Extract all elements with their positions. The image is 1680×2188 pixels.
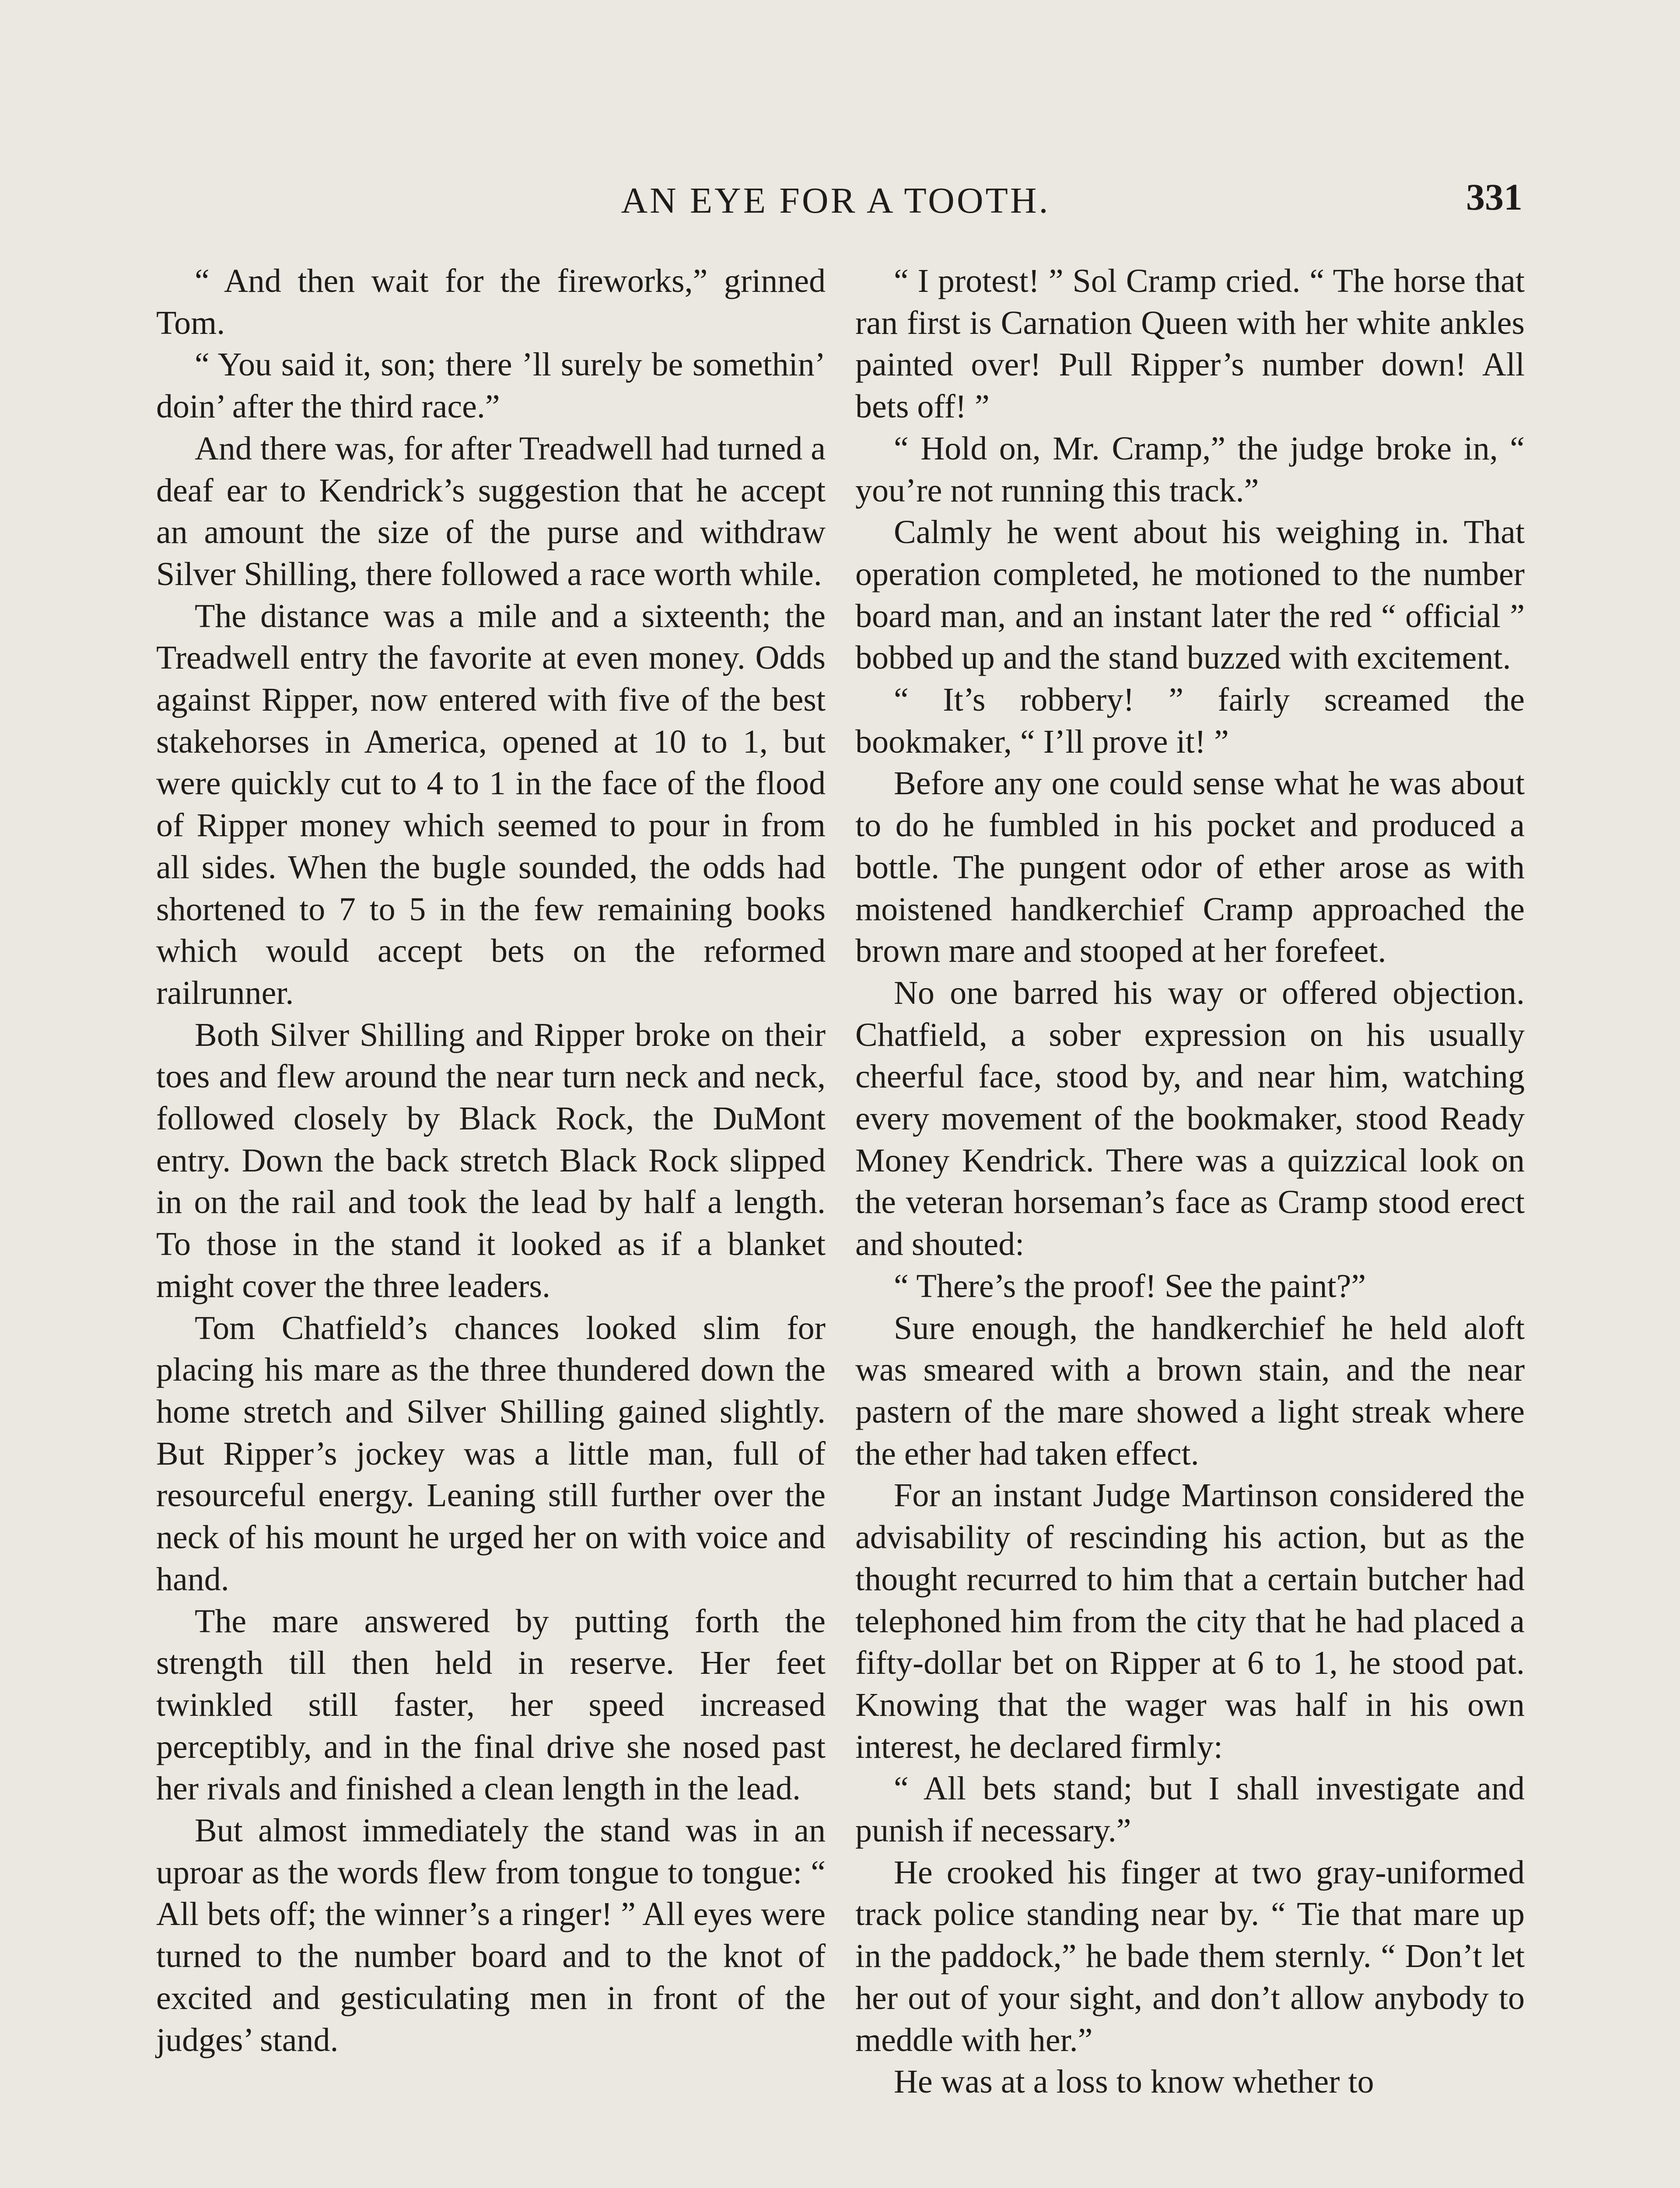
- paragraph: No one barred his way or offered objection. Chatfield, a sober expression on his usually cheerful face, stood by, and near him, watching every movement of the bookmaker, stood Ready Money Kendrick. There was a quizzical look on the veteran horseman’s face as Cramp stood erect and shouted:: [855, 974, 1525, 1263]
- paragraph: Tom Chatfield’s chances looked slim for placing his mare as the three thundered down the home stretch and Silver Shilling gained slightly. But Ripper’s jockey was a little man, full of resourceful energy. Leaning still further over the neck of his mount he urged her on with voice and hand.: [156, 1309, 826, 1598]
- paragraph: He crooked his finger at two gray-uniformed track police standing near by. “ Tie that mare up in the paddock,” he bade them sternly. “ Don’t let her out of your sight, and don’t allow anybody to meddle with her.”: [855, 1854, 1525, 2058]
- paragraph: Sure enough, the handkerchief he held aloft was smeared with a brown stain, and the near pastern of the mare showed a light streak where the ether had taken effect.: [855, 1309, 1525, 1472]
- page-header: [153, 175, 1522, 236]
- paragraph: “ All bets stand; but I shall investigate and punish if necessary.”: [855, 1770, 1525, 1849]
- paragraph: Before any one could sense what he was about to do he fumbled in his pocket and produced a bottle. The pungent odor of ether arose as with moistened handkerchief Cramp approached the brown mare and stooped at her forefeet.: [855, 765, 1525, 970]
- running-title: AN EYE FOR A TOOTH.: [621, 180, 1050, 221]
- paragraph: And there was, for after Treadwell had turned a deaf ear to Kendrick’s suggestion that he accept an amount the size of the purse and withdraw Silver Shilling, there followed a race worth while.: [156, 430, 826, 593]
- paragraph: For an instant Judge Martinson considered the advisability of rescinding his action, but as the thought recurred to him that a certain butcher had telephoned him from the city that he had placed a fifty-dollar bet on Ripper at 6 to 1, he stood pat. Knowing that the wager was half in his own interest, he declared firmly:: [855, 1477, 1525, 1765]
- paragraph: “ Hold on, Mr. Cramp,” the judge broke in, “ you’re not running this track.”: [855, 430, 1525, 509]
- paragraph: Calmly he went about his weighing in. That operation completed, he motioned to the number board man, and an instant later the red “ official ” bobbed up and the stand buzzed with excitement.: [855, 514, 1525, 677]
- paragraph: But almost immediately the stand was in an uproar as the words flew from tongue to tongue: “ All bets off; the winner’s a ringer! ” All eyes were turned to the number board and to the knot of excited and gesticulating men in front of the judges’ stand.: [156, 1812, 826, 2058]
- paragraph: “ I protest! ” Sol Cramp cried. “ The horse that ran first is Carnation Queen with her white ankles painted over! Pull Ripper’s number down! All bets off! ”: [855, 263, 1525, 425]
- paragraph: “ And then wait for the fireworks,” grinned Tom.: [156, 263, 826, 341]
- left-column: [156, 260, 826, 2061]
- paragraph: The distance was a mile and a sixteenth; the Treadwell entry the favorite at even money. Odds against Ripper, now entered with five of the best stakehorses in America, opened at 10 to 1, but were quickly cut to 4 to 1 in the face of the flood of Ripper money which seemed to pour in from all sides. When the bugle sounded, the odds had shortened to 7 to 5 in the few remaining books which would accept bets on the reformed railrunner.: [156, 597, 826, 1011]
- paragraph: “ There’s the proof! See the paint?”: [894, 1267, 1366, 1304]
- page-number: 331: [1466, 176, 1522, 218]
- paragraph: Both Silver Shilling and Ripper broke on their toes and flew around the near turn neck and neck, followed closely by Black Rock, the DuMont entry. Down the back stretch Black Rock slipped in on the rail and took the lead by half a length. To those in the stand it looked as if a blanket might cover the three leaders.: [156, 1016, 826, 1304]
- paragraph: “ You said it, son; there ’ll surely be somethin’ doin’ after the third race.”: [156, 346, 826, 425]
- paragraph: The mare answered by putting forth the strength till then held in reserve. Her feet twinkled still faster, her speed increased perceptibly, and in the final drive she nosed past her rivals and finished a clean length in the lead.: [156, 1602, 826, 1807]
- paragraph: He was at a loss to know whether to: [894, 2063, 1374, 2100]
- right-column: [855, 260, 1525, 2103]
- paragraph: “ It’s robbery! ” fairly screamed the bookmaker, “ I’ll prove it! ”: [855, 681, 1525, 760]
